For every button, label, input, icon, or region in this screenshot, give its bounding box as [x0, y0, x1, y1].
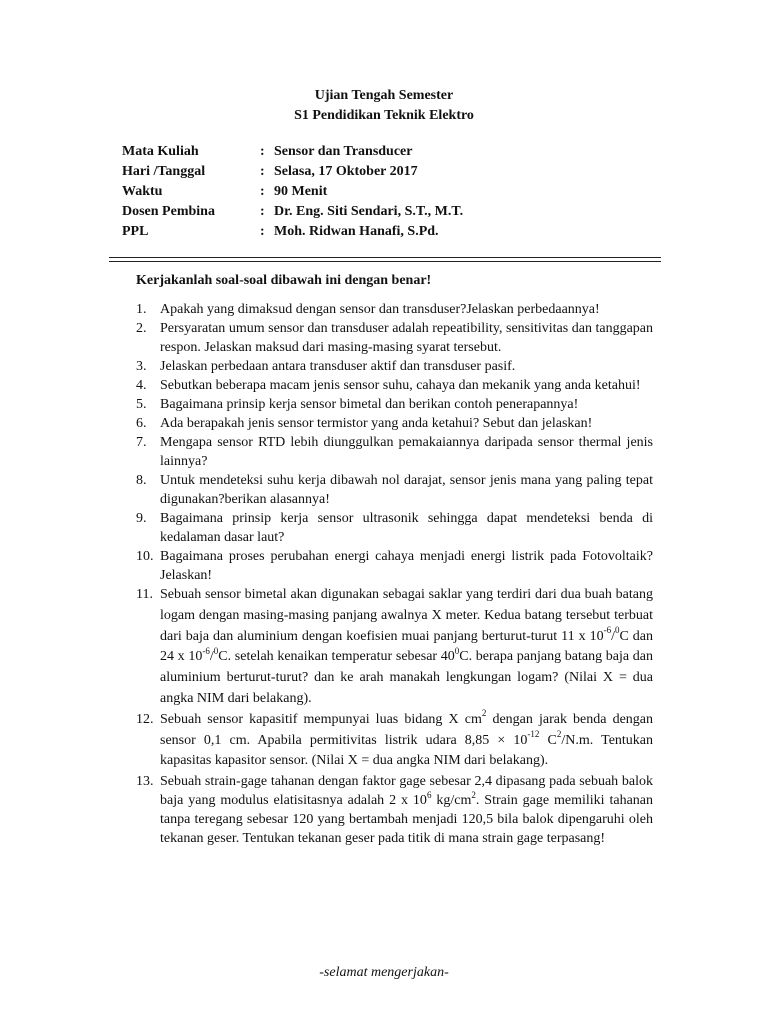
question-text: C. setelah kenaikan temperatur sebesar 40: [218, 649, 455, 665]
question-number: 10.: [136, 549, 154, 564]
question-item: [136, 357, 653, 376]
info-colon: :: [260, 144, 265, 159]
superscript: 0: [614, 624, 620, 635]
info-label: Mata Kuliah: [122, 144, 199, 159]
exam-title: Ujian Tengah Semester: [314, 88, 454, 103]
question-item: [136, 433, 653, 471]
info-value: Selasa, 17 Oktober 2017: [274, 164, 418, 179]
question-text: dengan jarak benda dengan sensor 0,1 cm. Apabila permitivitas listrik udara 8,85 × 10: [160, 711, 653, 748]
question-number: 3.: [136, 359, 147, 374]
question-number: 13.: [136, 774, 154, 790]
question-text: Sebuah sensor kapasitif mempunyai luas bidang X cm: [160, 711, 482, 727]
info-colon: :: [260, 184, 265, 199]
question-item: [136, 509, 653, 547]
question-item: [136, 710, 653, 772]
info-colon: :: [260, 164, 265, 179]
question-text: C. berapa panjang batang baja dan aluminium berturut-turut? dan ke arah manakah lengkungan logam? (Nilai X = dua angka NIM dari belakang).: [160, 649, 653, 706]
question-number: 12.: [136, 711, 154, 727]
question-text: Bagaimana prinsip kerja sensor bimetal dan berikan contoh penerapannya!: [160, 397, 579, 412]
superscript: 2: [481, 708, 487, 719]
question-item: [136, 300, 653, 319]
question-item: [136, 547, 653, 585]
info-colon: :: [260, 204, 265, 219]
info-row-lecturer: [122, 202, 463, 222]
superscript: -6: [202, 645, 210, 656]
closing-text: -selamat mengerjakan-: [319, 965, 449, 980]
question-text: Ada berapakah jenis sensor termistor yang anda ketahui? Sebut dan jelaskan!: [160, 416, 593, 431]
superscript: 0: [213, 645, 219, 656]
question-text: Jelaskan perbedaan antara transduser aktif dan transduser pasif.: [160, 359, 516, 374]
question-item: [136, 395, 653, 414]
superscript: -12: [527, 728, 540, 739]
question-text: /: [209, 649, 214, 665]
divider-line: [109, 257, 661, 258]
question-text: Untuk mendeteksi suhu kerja dibawah nol darajat, sensor jenis mana yang paling tepat digunakan?berikan alasannya!: [160, 473, 653, 507]
question-number: 5.: [136, 397, 147, 412]
info-row-ppl: [122, 222, 463, 242]
info-value: Moh. Ridwan Hanafi, S.Pd.: [274, 224, 439, 239]
info-label: PPL: [122, 224, 149, 239]
info-label: Dosen Pembina: [122, 204, 215, 219]
info-value: Sensor dan Transducer: [274, 144, 413, 159]
instruction-text: Kerjakanlah soal-soal dibawah ini dengan benar!: [136, 273, 432, 288]
superscript: 2: [471, 789, 476, 800]
info-colon: :: [260, 224, 265, 239]
question-text: Sebutkan beberapa macam jenis sensor suhu, cahaya dan mekanik yang anda ketahui!: [160, 378, 641, 393]
question-text: /N.m. Tentukan kapasitas kapasitor sensor. (Nilai X = dua angka NIM dari belakang).: [160, 732, 654, 769]
question-item: [136, 376, 653, 395]
question-text: kg/cm: [431, 793, 472, 809]
question-item: [136, 585, 653, 710]
question-item: [136, 319, 653, 357]
question-number: 8.: [136, 473, 147, 488]
question-number: 11.: [136, 587, 153, 602]
question-text: Sebuah strain-gage tahanan dengan faktor gage sebesar 2,4 dipasang pada sebuah balok baja yang modulus elatisitasnya adalah 2 x 10: [160, 774, 653, 809]
info-row-date: [122, 162, 463, 182]
superscript: 2: [556, 728, 562, 739]
question-text: . Strain gage memiliki tahanan tanpa teregang sebesar 120 yang bertambah menjadi 120,5 bila balok dipengaruhi oleh tekanan geser. Tentukan tekanan geser pada titik di mana strain gage terpasang!: [160, 793, 653, 847]
superscript: 0: [454, 645, 460, 656]
superscript: 6: [426, 789, 432, 800]
question-text: Sebuah sensor bimetal akan digunakan sebagai saklar yang terdiri dari dua buah batang logam dengan masing-masing panjang awalnya X meter. Kedua batang tersebut terbuat dari baja dan aluminium dengan koefisien muai panjang berturut-turut 11 x 10: [160, 587, 653, 644]
program-title: S1 Pendidikan Teknik Elektro: [294, 108, 474, 123]
question-text: Persyaratan umum sensor dan transduser adalah repeatibility, sensitivitas dan tanggapan respon. Jelaskan maksud dari masing-masing syarat tersebut.: [160, 321, 653, 355]
divider-line: [109, 261, 661, 262]
question-number: 9.: [136, 511, 147, 526]
question-text: Mengapa sensor RTD lebih diunggulkan pemakaiannya daripada sensor thermal jenis lainnya?: [160, 435, 653, 469]
question-text: Bagaimana prinsip kerja sensor ultrasonik sehingga dapat mendeteksi benda di kedalaman dasar laut?: [160, 511, 653, 545]
info-value: 90 Menit: [274, 184, 328, 199]
question-number: 2.: [136, 321, 147, 336]
question-number: 6.: [136, 416, 147, 431]
info-row-time: [122, 182, 463, 202]
question-number: 1.: [136, 302, 147, 317]
info-label: Waktu: [122, 184, 163, 199]
info-label: Hari /Tanggal: [122, 164, 206, 179]
question-item: [136, 772, 653, 848]
exam-info-block: [122, 142, 463, 242]
superscript: -6: [603, 624, 612, 635]
question-item: [136, 471, 653, 509]
info-value: Dr. Eng. Siti Sendari, S.T., M.T.: [274, 204, 464, 219]
info-row-course: [122, 142, 463, 162]
question-list: [136, 300, 653, 848]
question-item: [136, 414, 653, 433]
question-number: 4.: [136, 378, 147, 393]
question-text: C: [539, 732, 557, 748]
question-number: 7.: [136, 435, 147, 450]
question-text: Apakah yang dimaksud dengan sensor dan transduser?Jelaskan perbedaannya!: [160, 302, 600, 317]
question-text: C dan 24 x 10: [160, 628, 653, 665]
question-text: /: [611, 628, 615, 644]
question-text: Bagaimana proses perubahan energi cahaya menjadi energi listrik pada Fotovoltaik? Jelaskan!: [160, 549, 653, 583]
